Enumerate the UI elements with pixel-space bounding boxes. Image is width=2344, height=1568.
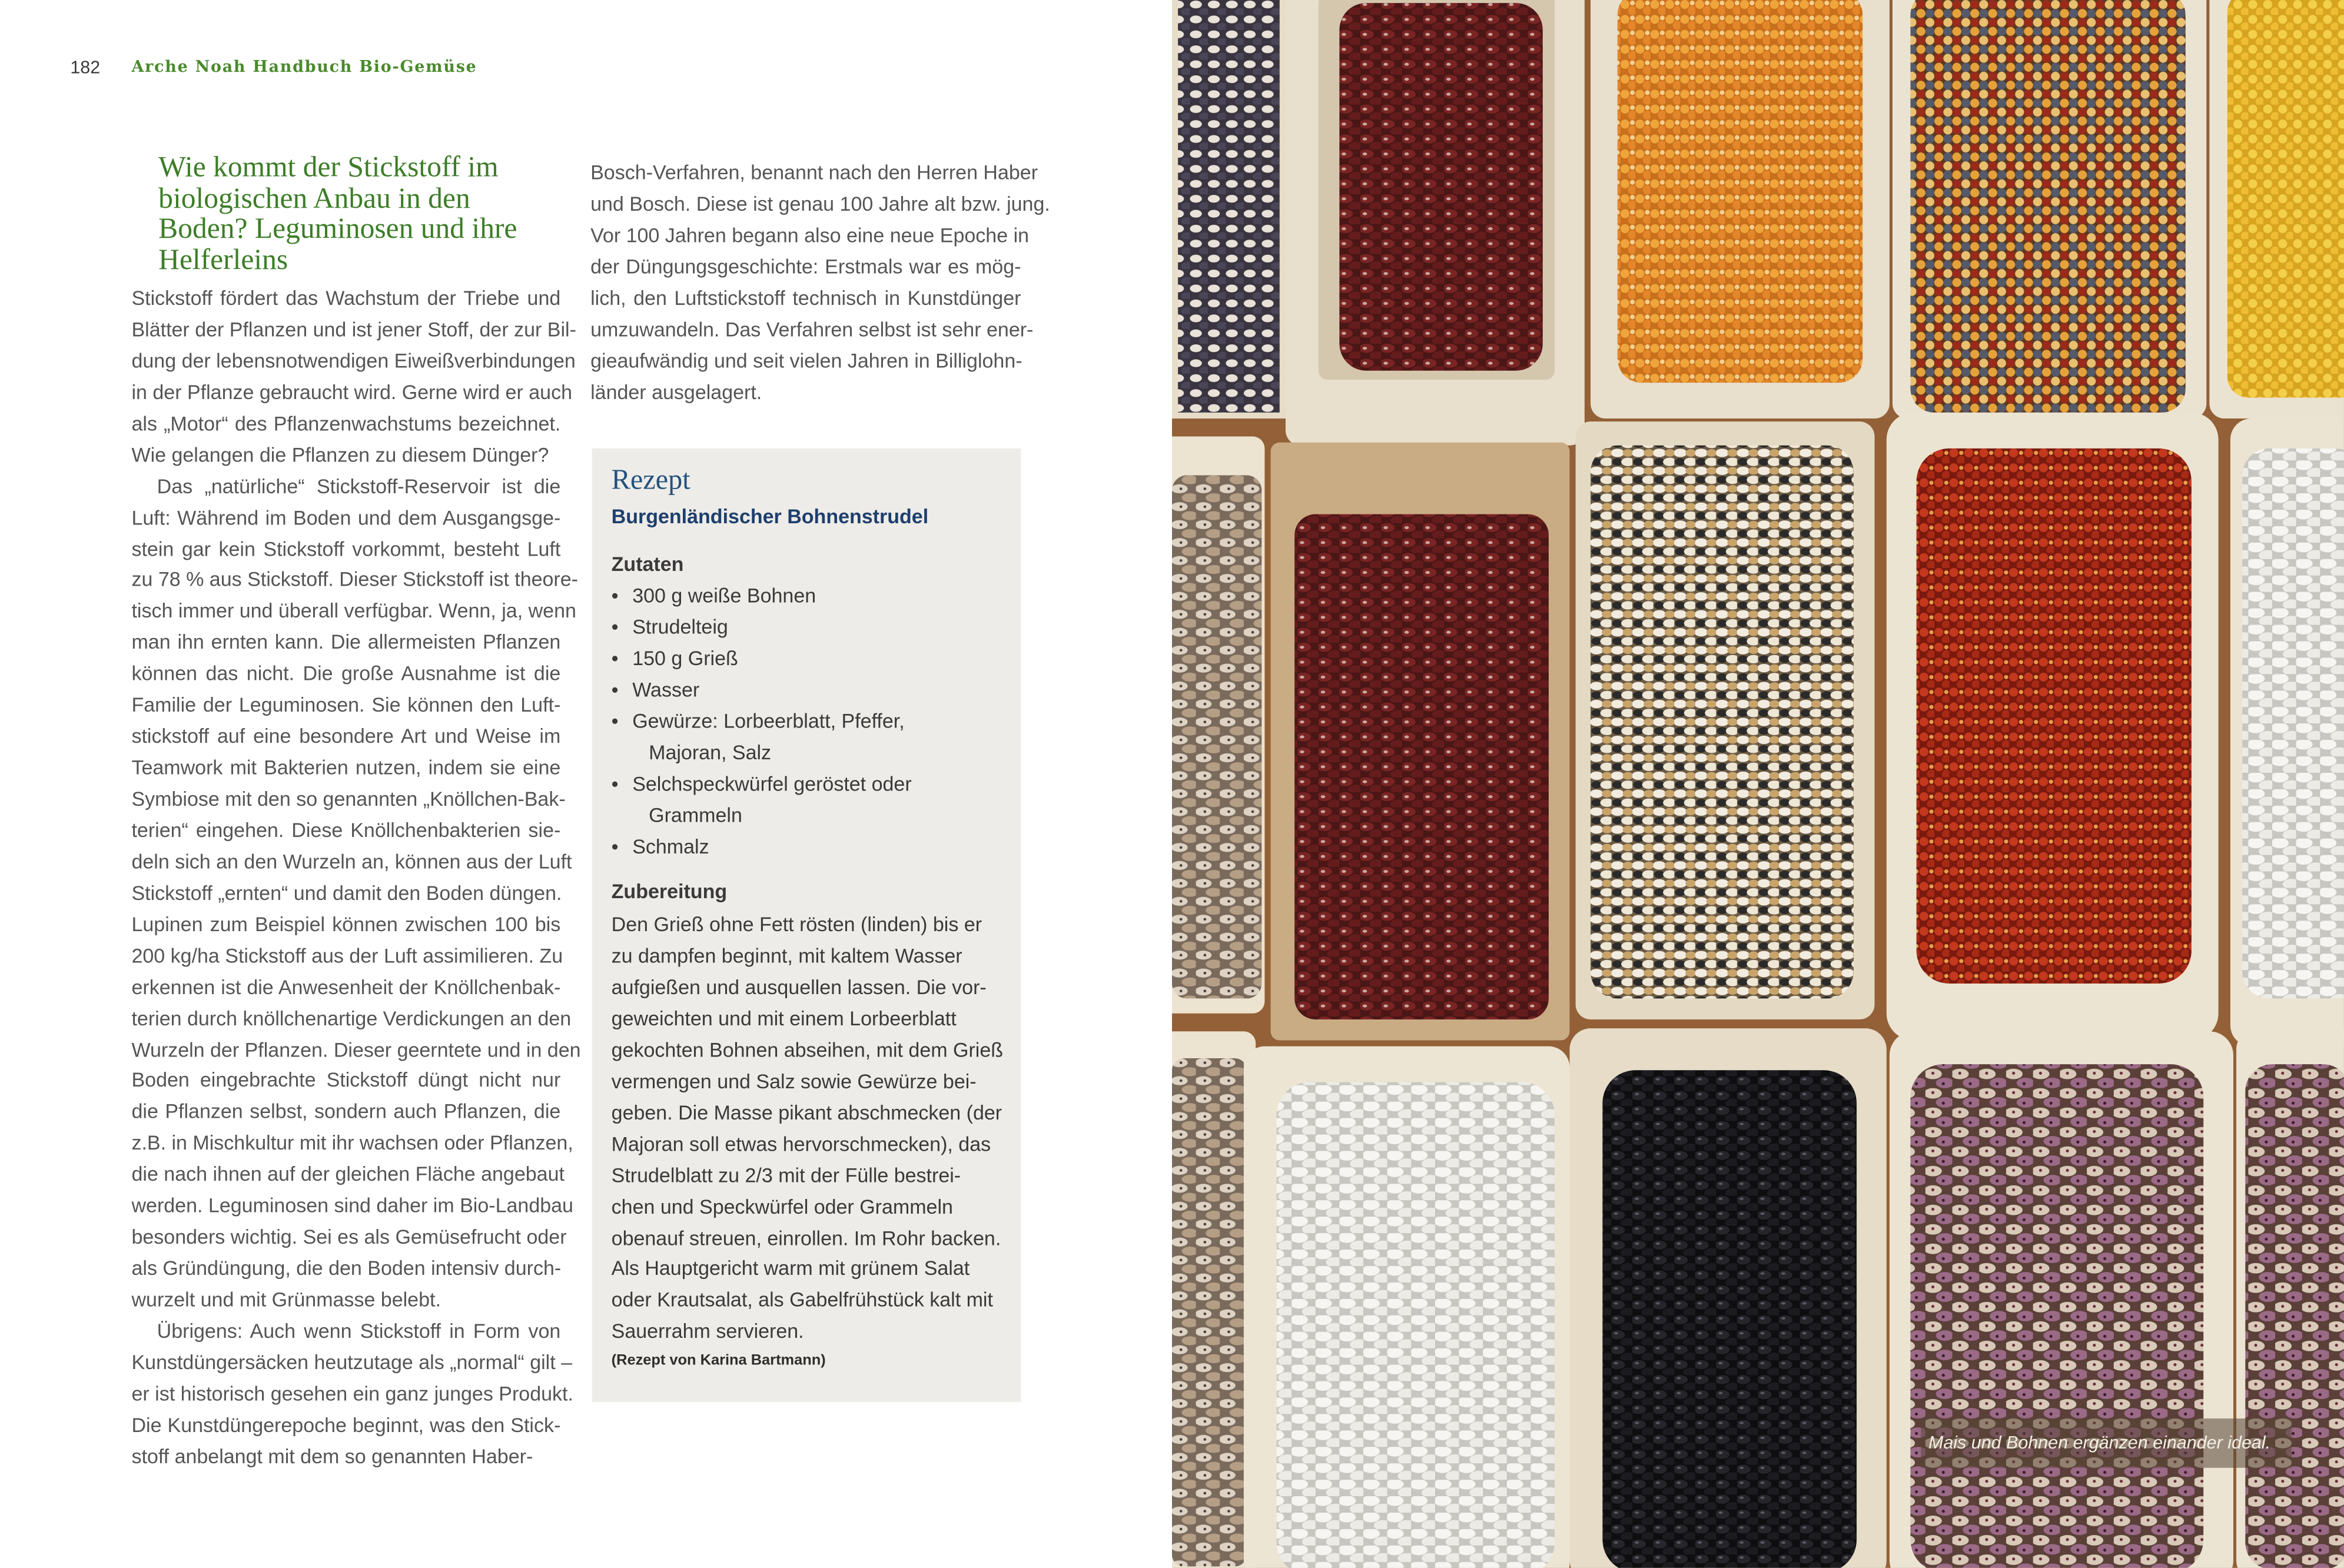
ingredient-item	[612, 832, 1015, 863]
ingredient-text: Majoran, Salz	[649, 740, 772, 764]
text-line: die nach ihnen auf der gleichen Fläche angebaut	[131, 1163, 565, 1186]
text-line: umzuwandeln. Das Verfahren selbst ist sehr ener-	[590, 318, 1034, 341]
text-line: stein gar kein Stickstoff vorkommt, besteht Luft	[131, 537, 561, 560]
text-line: terien durch knöllchenartige Verdickungen an den	[131, 1006, 572, 1029]
text-line: wurzelt und mit Grünmasse belebt.	[131, 1288, 441, 1311]
text-line: Wie gelangen die Pflanzen zu diesem Dünger?	[131, 443, 549, 466]
ingredient-item	[612, 613, 1015, 644]
ingredient-text: Schmalz	[632, 835, 709, 858]
text-line: deln sich an den Wurzeln an, können aus der Luft	[131, 850, 572, 873]
ingredient-item	[612, 582, 1015, 613]
bullet-icon: •	[611, 709, 619, 732]
text-line: Stickstoff „ernten“ und damit den Boden düngen.	[131, 881, 562, 904]
preparation-line: chen und Speckwürfel oder Grammeln	[611, 1195, 953, 1218]
preparation-line: geweichten und mit einem Lorbeerblatt	[611, 1007, 957, 1030]
text-line: lich, den Luftstickstoff technisch in Kunstdünger	[590, 286, 1021, 310]
text-line: länder ausgelagert.	[590, 380, 762, 403]
text-line: Das „natürliche“ Stickstoff-Reservoir ist die	[157, 474, 561, 497]
text-line: Lupinen zum Beispiel können zwischen 100 bis	[131, 912, 561, 936]
ingredient-item	[612, 769, 1015, 832]
preparation-line: Majoran soll etwas hervorschmecken), das	[611, 1132, 991, 1155]
ingredient-text: 300 g weiße Bohnen	[632, 584, 816, 607]
text-line: als „Motor“ des Pflanzenwachstums bezeichnet.	[131, 412, 561, 435]
text-line: Luft: Während im Boden und dem Ausgangsge-	[131, 506, 561, 529]
text-line: werden. Leguminosen sind daher im Bio-Landbau	[131, 1194, 573, 1217]
ingredient-item	[612, 675, 1015, 706]
bullet-icon: •	[611, 678, 619, 701]
text-line: der Düngungsgeschichte: Erstmals war es mög-	[590, 255, 1021, 278]
heading-line: Wie kommt der Stickstoff im	[158, 152, 499, 184]
text-line: Stickstoff fördert das Wachstum der Triebe und	[131, 287, 561, 310]
recipe-credit: (Rezept von Karina Bartmann)	[611, 1353, 826, 1370]
preparation-line: obenauf streuen, einrollen. Im Rohr backen.	[611, 1226, 1001, 1249]
preparation-line: Strudelblatt zu 2/3 mit der Fülle bestrei-	[611, 1164, 961, 1187]
text-line: 200 kg/ha Stickstoff aus der Luft assimilieren. Zu	[131, 944, 563, 967]
text-line: als Gründüngung, die den Boden intensiv durch-	[131, 1257, 562, 1280]
text-line: gieaufwändig und seit vielen Jahren in Billiglohn-	[590, 349, 1022, 372]
text-line: stoff anbelangt mit dem so genannten Haber-	[131, 1444, 533, 1467]
preparation-line: aufgießen und ausquellen lassen. Die vor-	[611, 976, 987, 999]
recipe-title: Rezept	[611, 464, 690, 497]
heading-line: Boden? Leguminosen und ihre	[158, 214, 517, 246]
ingredient-text: Selchspeckwürfel geröstet oder	[632, 772, 912, 795]
article-heading	[158, 154, 569, 278]
heading-line: Helferleins	[158, 245, 288, 277]
ingredient-text: 150 g Grieß	[632, 647, 738, 670]
preparation-line: Den Grieß ohne Fett rösten (linden) bis er	[611, 913, 982, 936]
text-line: dung der lebensnotwendigen Eiweißverbindungen	[131, 349, 576, 373]
page-number: 182	[70, 57, 101, 78]
text-line: Symbiose mit den so genannten „Knöllchen-Bak-	[131, 788, 566, 810]
heading-line: biologischen Anbau in den	[158, 183, 470, 215]
preparation-line: Sauerrahm servieren.	[611, 1320, 804, 1343]
ingredient-item	[612, 644, 1015, 675]
ingredient-text: Gewürze: Lorbeerblatt, Pfeffer,	[632, 709, 905, 732]
text-line: z.B. in Mischkultur mit ihr wachsen oder Pflanzen,	[131, 1132, 573, 1155]
text-line: und Bosch. Diese ist genau 100 Jahre alt bzw. jung.	[590, 192, 1050, 215]
text-line: terien“ eingehen. Diese Knöllchenbakterien sie-	[131, 819, 561, 842]
ingredient-text: Wasser	[632, 678, 700, 701]
text-line: Vor 100 Jahren begann also eine neue Epoche in	[590, 224, 1030, 247]
running-header: Arche Noah Handbuch Bio-Gemüse	[131, 58, 477, 77]
preparation-line: gekochten Bohnen abseihen, mit dem Grieß	[611, 1038, 1004, 1061]
text-line: besonders wichtig. Sei es als Gemüsefrucht oder	[131, 1225, 567, 1248]
text-line: können das nicht. Die große Ausnahme ist die	[131, 662, 561, 685]
ingredient-item	[612, 707, 1015, 769]
text-line: Familie der Leguminosen. Sie können den Luft-	[131, 693, 561, 716]
beans-photo-image	[1172, 0, 2344, 1568]
bullet-icon: •	[611, 772, 619, 795]
bullet-icon: •	[611, 835, 619, 858]
body-column-left	[131, 284, 581, 1473]
ingredients-list	[612, 582, 1015, 863]
bullet-icon: •	[611, 647, 619, 670]
text-line: zu 78 % aus Stickstoff. Dieser Stickstoff ist theore-	[131, 569, 578, 592]
text-line: man ihn ernten kann. Die allermeisten Pflanzen	[131, 631, 561, 654]
text-line: Bosch-Verfahren, benannt nach den Herren Haber	[590, 161, 1038, 184]
text-line: Die Kunstdüngerepoche beginnt, was den Stick-	[131, 1413, 561, 1436]
text-line: tisch immer und überall verfügbar. Wenn, ja, wenn	[131, 600, 576, 623]
preparation-line: oder Krautsalat, als Gabelfrühstück kalt mit	[611, 1289, 993, 1312]
text-line: stickstoff auf eine besondere Art und Weise im	[131, 725, 561, 748]
preparation-line: vermengen und Salz sowie Gewürze bei-	[611, 1069, 977, 1092]
preparation-line: zu dampfen beginnt, mit kaltem Wasser	[611, 944, 962, 967]
text-line: die Pflanzen selbst, sondern auch Pflanzen, die	[131, 1101, 561, 1124]
preparation-line: Als Hauptgericht warm mit grünem Salat	[611, 1257, 970, 1281]
recipe-box	[592, 449, 1021, 1402]
text-line: Blätter der Pflanzen und ist jener Stoff, der zur Bil-	[131, 318, 576, 341]
text-line: Wurzeln der Pflanzen. Dieser geerntete und in den	[131, 1038, 581, 1061]
text-line: erkennen ist die Anwesenheit der Knöllchenbak-	[131, 975, 561, 998]
text-line: er ist historisch gesehen ein ganz junges Produkt.	[131, 1382, 573, 1405]
preparation-heading: Zubereitung	[611, 880, 728, 903]
beans-photo	[1172, 0, 2344, 1568]
ingredient-text: Grammeln	[649, 803, 742, 826]
text-line: in der Pflanze gebraucht wird. Gerne wird er auch	[131, 381, 572, 404]
photo-caption: Mais und Bohnen ergänzen einander ideal.	[1928, 1431, 2271, 1453]
ingredients-heading: Zutaten	[611, 553, 684, 576]
body-column-right	[590, 158, 1050, 408]
bullet-icon: •	[611, 616, 619, 639]
bullet-icon: •	[611, 584, 619, 607]
text-line: Kunstdüngersäcken heutzutage als „normal“ gilt –	[131, 1351, 573, 1374]
text-line: Teamwork mit Bakterien nutzen, indem sie eine	[131, 756, 561, 779]
text-line: Übrigens: Auch wenn Stickstoff in Form von	[157, 1320, 561, 1343]
preparation-line: geben. Die Masse pikant abschmecken (der	[611, 1101, 1002, 1124]
ingredient-text: Strudelteig	[632, 616, 728, 639]
preparation-text	[612, 911, 1003, 1349]
text-line: Boden eingebrachte Stickstoff düngt nicht nur	[131, 1069, 561, 1092]
recipe-subtitle: Burgenländischer Bohnenstrudel	[611, 505, 929, 528]
